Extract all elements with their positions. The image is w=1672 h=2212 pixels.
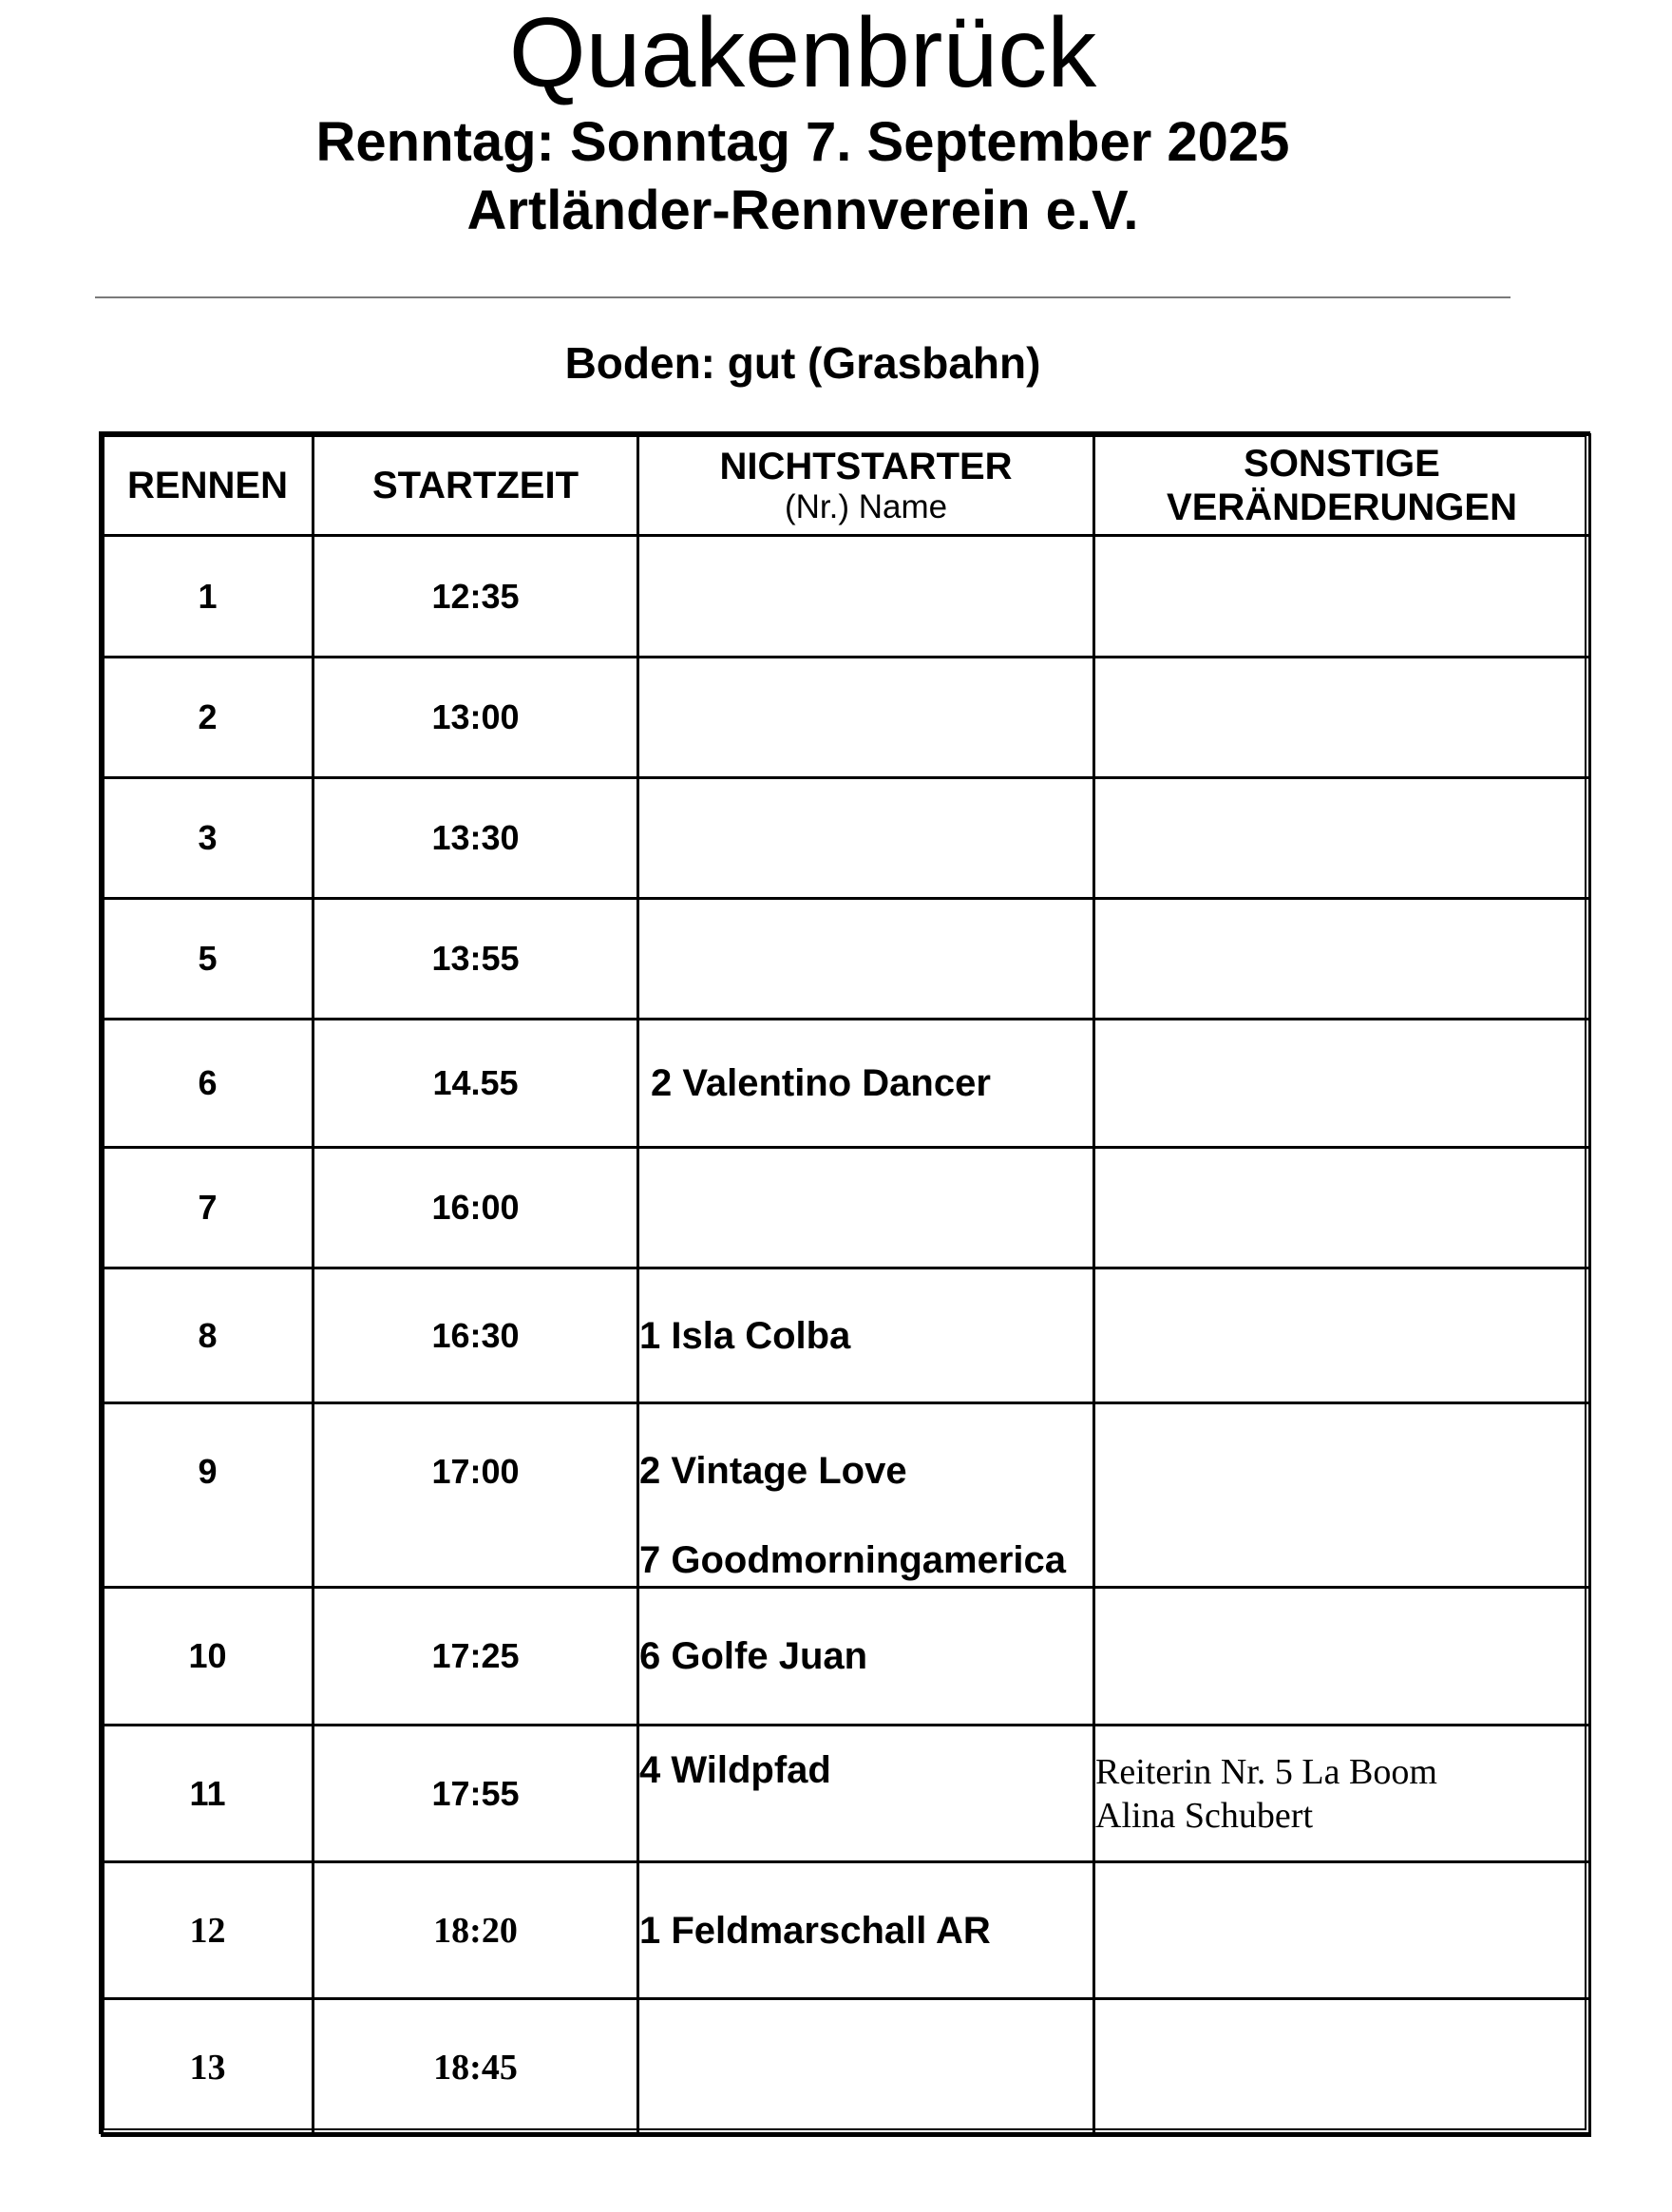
other-changes — [1094, 1148, 1590, 1268]
start-time: 17:25 — [314, 1588, 638, 1726]
other-changes — [1094, 1862, 1590, 1999]
other-changes — [1094, 899, 1590, 1020]
race-number: 11 — [103, 1726, 314, 1862]
non-starters — [638, 1148, 1094, 1268]
race-number: 9 — [103, 1403, 314, 1588]
other-changes — [1094, 658, 1590, 778]
other-changes — [1094, 1726, 1590, 1862]
col-header-startzeit: STARTZEIT — [314, 435, 638, 536]
start-time: 17:00 — [314, 1403, 638, 1588]
non-starters — [638, 1726, 1094, 1862]
table-header-row — [103, 435, 1590, 536]
col-header-rennen: RENNEN — [103, 435, 314, 536]
track-condition: Boden: gut (Grasbahn) — [564, 338, 1041, 388]
divider — [95, 296, 1510, 298]
non-starters — [638, 778, 1094, 899]
other-changes — [1094, 1999, 1590, 2136]
start-time: 13:55 — [314, 899, 638, 1020]
other-changes — [1094, 1588, 1590, 1726]
other-change-line: Reiterin Nr. 5 La Boom — [1095, 1751, 1437, 1792]
page-title: Quakenbrück — [508, 0, 1097, 108]
table-row — [103, 778, 1590, 899]
table-row — [103, 899, 1590, 1020]
race-day-heading: Renntag: Sonntag 7. September 2025 — [315, 111, 1290, 173]
race-number: 5 — [103, 899, 314, 1020]
table-row — [103, 1148, 1590, 1268]
table-row — [103, 1403, 1590, 1588]
race-number: 8 — [103, 1268, 314, 1403]
start-time: 17:55 — [314, 1726, 638, 1862]
table-row — [103, 536, 1590, 658]
non-starter-entry: 1 Feldmarschall AR — [639, 1909, 991, 1952]
col-header-nichtstarter — [638, 435, 1094, 536]
non-starters — [638, 1020, 1094, 1148]
table-row — [103, 1726, 1590, 1862]
start-time: 18:45 — [314, 1999, 638, 2136]
col-header-nichtstarter-label: NICHTSTARTER — [719, 445, 1013, 487]
race-number: 13 — [103, 1999, 314, 2136]
table-row — [103, 1862, 1590, 1999]
club-name: Artländer-Rennverein e.V. — [466, 180, 1139, 241]
other-changes — [1094, 1268, 1590, 1403]
col-header-nichtstarter-sub: (Nr.) Name — [784, 487, 948, 525]
non-starter-entry: 6 Golfe Juan — [639, 1635, 868, 1677]
start-time: 18:20 — [314, 1862, 638, 1999]
table-row — [103, 1999, 1590, 2136]
non-starters — [638, 1588, 1094, 1726]
non-starters — [638, 536, 1094, 658]
non-starters — [638, 1403, 1094, 1588]
start-time: 12:35 — [314, 536, 638, 658]
other-changes — [1094, 536, 1590, 658]
table-row — [103, 658, 1590, 778]
other-changes — [1094, 778, 1590, 899]
other-changes — [1094, 1020, 1590, 1148]
non-starter-entry: 2 Vintage Love — [639, 1450, 907, 1492]
non-starters — [638, 658, 1094, 778]
non-starter-entry: 2 Valentino Dancer — [651, 1062, 991, 1104]
col-header-sonstige-line1: SONSTIGE — [1244, 442, 1440, 485]
table-row — [103, 1020, 1590, 1148]
start-time: 13:00 — [314, 658, 638, 778]
non-starter-entry: 4 Wildpfad — [639, 1749, 831, 1791]
col-header-sonstige-line2: VERÄNDERUNGEN — [1167, 486, 1517, 528]
table-row — [103, 1268, 1590, 1403]
start-time: 14.55 — [314, 1020, 638, 1148]
start-time: 16:30 — [314, 1268, 638, 1403]
race-number: 2 — [103, 658, 314, 778]
non-starters — [638, 899, 1094, 1020]
other-change-line: Alina Schubert — [1095, 1795, 1314, 1836]
race-number: 12 — [103, 1862, 314, 1999]
non-starters — [638, 1268, 1094, 1403]
race-number: 3 — [103, 778, 314, 899]
race-number: 1 — [103, 536, 314, 658]
table-row — [103, 1588, 1590, 1726]
non-starters — [638, 1999, 1094, 2136]
col-header-sonstige — [1094, 435, 1590, 536]
race-number: 10 — [103, 1588, 314, 1726]
other-changes — [1094, 1403, 1590, 1588]
start-time: 16:00 — [314, 1148, 638, 1268]
non-starters — [638, 1862, 1094, 1999]
race-number: 7 — [103, 1148, 314, 1268]
non-starter-entry: 7 Goodmorningamerica — [639, 1539, 1066, 1581]
non-starter-entry: 1 Isla Colba — [639, 1314, 851, 1357]
race-number: 6 — [103, 1020, 314, 1148]
race-changes-table — [101, 433, 1591, 2137]
start-time: 13:30 — [314, 778, 638, 899]
